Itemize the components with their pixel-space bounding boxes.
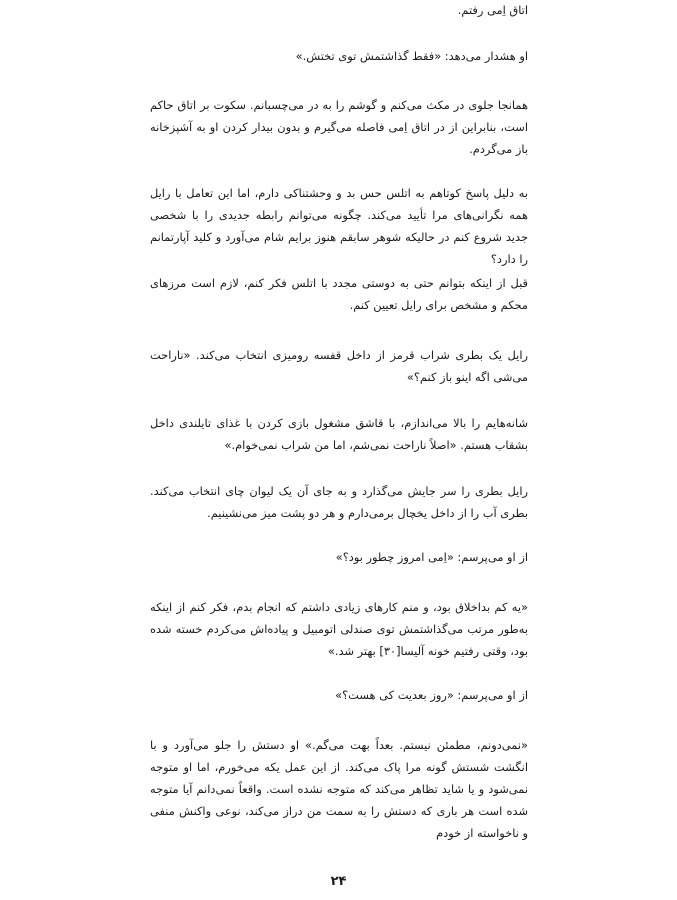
page-number: ۲۴ [330, 874, 347, 889]
paragraph-9: از او می‌پرسم: «اِمی امروز چطور بود؟» [335, 550, 528, 564]
paragraph-4: به دلیل پاسخ کوتاهم به اتلس حس بد و وحشتناکی دارم، اما این تعامل با رایل همه نگرانی‌های مرا تأیید می‌کند. چگونه می‌توانم رابطه جدیدی را با شخصی جدید شروع کنم در حالیکه شوهر سابقم هنوز برایم شام می‌آورد و کلید آپارتمانم را دارد؟ [150, 186, 528, 266]
paragraph-5: قبل از اینکه بتوانم حتی به دوستی مجدد با اتلس فکر کنم، لازم است مرزهای محکم و مشخص برای رایل تعیین کنم. [150, 276, 528, 312]
paragraph-2: او هشدار می‌دهد: «فقط گذاشتمش توی تختش.» [295, 49, 528, 63]
paragraph-3: همانجا جلوی در مکث می‌کنم و گوشم را به در می‌چسبانم. سکوت بر اتاق حاکم است، بنابراین از در اتاق اِمی فاصله می‌گیرم و بدون بیدار کردن او به آشپزخانه باز می‌گردم. [150, 98, 528, 156]
paragraph-12: «نمی‌دونم، مطمئن نیستم. بعداً بهت می‌گم.» او دستش را جلو می‌آورد و با انگشت شستش گونه مرا پاک می‌کند. از این عمل یکه می‌خورم، اما او متوجه نمی‌شود و یا شاید تظاهر می‌کند که متوجه نشده است. واقعاً نمی‌دانم آیا متوجه شده است هر باری که دستش را به سمت من دراز می‌کند، نوعی واکنش منفی و ناخواسته از خودم [150, 738, 528, 840]
paragraph-7: شانه‌هایم را بالا می‌اندازم، با قاشق مشغول بازی کردن با غذای تایلندی داخل بشقاب هستم. «اصلاً ناراحت نمی‌شم، اما من شراب نمی‌خوام.» [150, 416, 528, 452]
paragraph-1: اتاق اِمی رفتم. [457, 3, 528, 17]
paragraph-6: رایل یک بطری شراب قرمز از داخل قفسه رومیزی انتخاب می‌کند. «ناراحت می‌شی اگه اینو باز کنم؟» [150, 348, 528, 384]
paragraph-10: «یه کم بداخلاق بود، و منم کارهای زیادی داشتم که انجام بدم، فکر کنم از اینکه به‌طور مرتب می‌گذاشتمش توی صندلی اتومبیل و پیاده‌اش می‌کردم خسته شده بود، وقتی رفتیم خونه آلیسا[۳۰] بهتر شد.» [150, 600, 528, 658]
paragraph-8: رایل بطری را سر جایش می‌گذارد و به جای آن یک لیوان چای انتخاب می‌کند. بطری آب را از داخل یخچال برمی‌دارم و هر دو پشت میز می‌نشینیم. [150, 484, 528, 520]
paragraph-11: از او می‌پرسم: «روز بعدیت کی هست؟» [335, 688, 528, 702]
